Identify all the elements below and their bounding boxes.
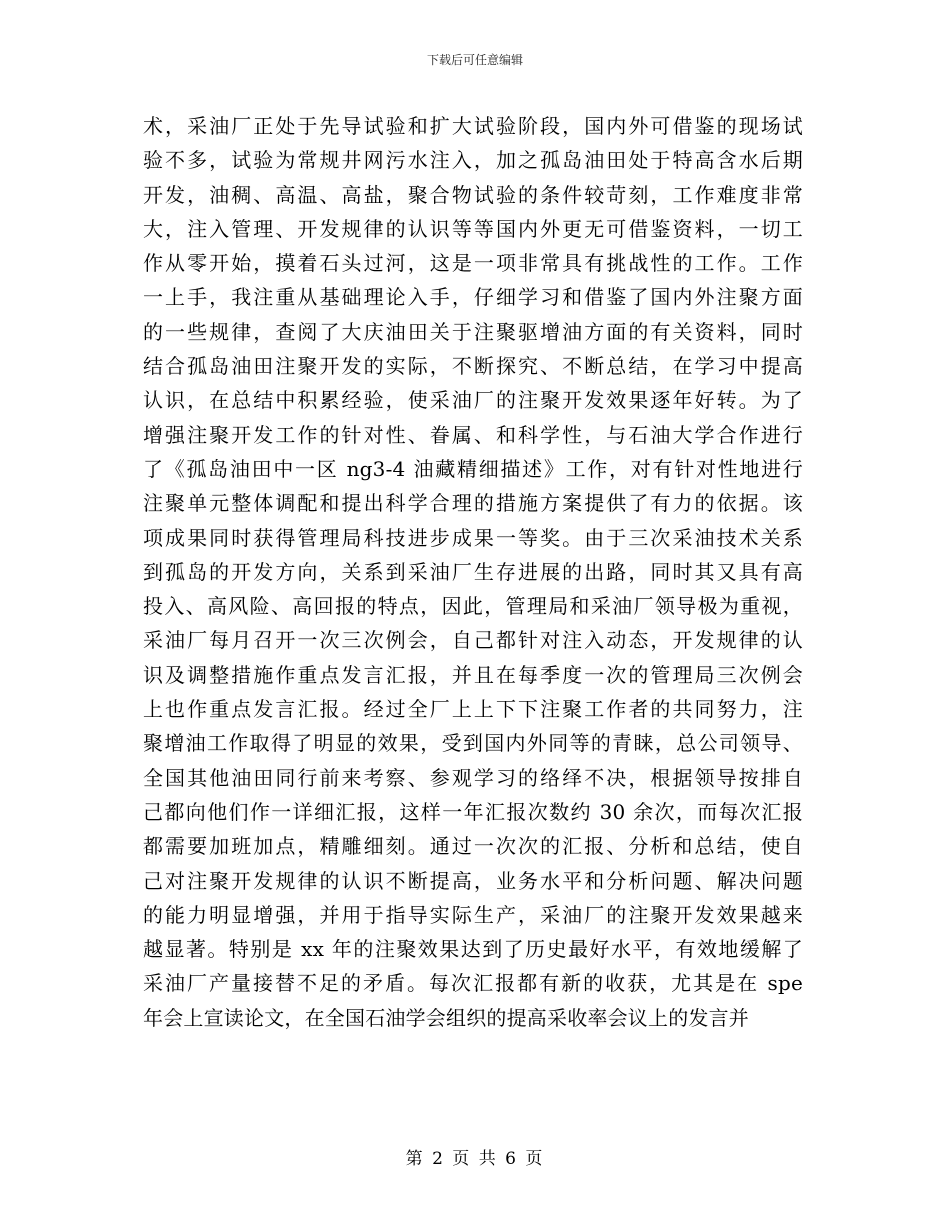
body-line: 作从零开始，摸着石头过河，这是一项非常具有挑战性的工作。工作 xyxy=(143,251,803,276)
body-line: 上也作重点发言汇报。经过全厂上上下下注聚工作者的共同努力，注 xyxy=(143,697,803,722)
page-header: 下载后可任意编辑 xyxy=(426,53,523,67)
body-line: 的能力明显增强，并用于指导实际生产，采油厂的注聚开发效果越来 xyxy=(143,902,803,927)
body-text xyxy=(143,109,803,1035)
body-line: 越显著。特别是 xx 年的注聚效果达到了历史最好水平，有效地缓解了 xyxy=(143,937,803,962)
body-line: 项成果同时获得管理局科技进步成果一等奖。由于三次采油技术关系 xyxy=(143,525,803,550)
body-line: 年会上宣读论文，在全国石油学会组织的提高采收率会议上的发言并 xyxy=(143,1005,749,1030)
body-line: 认识，在总结中积累经验，使采油厂的注聚开发效果逐年好转。为了 xyxy=(143,388,803,413)
body-line: 注聚单元整体调配和提出科学合理的措施方案提供了有力的依据。该 xyxy=(143,491,803,516)
body-line: 结合孤岛油田注聚开发的实际，不断探究、不断总结，在学习中提高 xyxy=(143,354,803,379)
body-line: 大，注入管理、开发规律的认识等等国内外更无可借鉴资料，一切工 xyxy=(143,216,803,241)
body-line: 了《孤岛油田中一区 ng3-4 油藏精细描述》工作，对有针对性地进行 xyxy=(143,456,803,481)
body-line: 全国其他油田同行前来考察、参观学习的络绎不决，根据领导按排自 xyxy=(143,765,803,790)
body-line: 己对注聚开发规律的认识不断提高，业务水平和分析问题、解决问题 xyxy=(143,868,803,893)
body-line: 术，采油厂正处于先导试验和扩大试验阶段，国内外可借鉴的现场试 xyxy=(143,114,803,138)
body-line: 己都向他们作一详细汇报，这样一年汇报次数约 30 余次，而每次汇报 xyxy=(143,799,803,824)
body-line: 采油厂每月召开一次三次例会，自己都针对注入动态，开发规律的认 xyxy=(143,628,803,653)
body-line: 增强注聚开发工作的针对性、眷属、和科学性，与石油大学合作进行 xyxy=(143,422,803,447)
body-line: 识及调整措施作重点发言汇报，并且在每季度一次的管理局三次例会 xyxy=(143,662,803,687)
body-line: 都需要加班加点，精雕细刻。通过一次次的汇报、分析和总结，使自 xyxy=(143,834,803,859)
body-line: 聚增油工作取得了明显的效果，受到国内外同等的青睐，总公司领导、 xyxy=(143,731,803,756)
body-line: 投入、高风险、高回报的特点，因此，管理局和采油厂领导极为重视， xyxy=(143,594,803,619)
body-line: 一上手，我注重从基础理论入手，仔细学习和借鉴了国内外注聚方面 xyxy=(143,285,803,310)
page-number: 第 2 页 共 6 页 xyxy=(405,1149,545,1169)
body-line: 开发，油稠、高温、高盐，聚合物试验的条件较苛刻，工作难度非常 xyxy=(143,182,803,207)
body-line: 采油厂产量接替不足的矛盾。每次汇报都有新的收获，尤其是在 spe xyxy=(143,971,803,996)
body-line: 的一些规律，查阅了大庆油田关于注聚驱增油方面的有关资料，同时 xyxy=(143,319,803,344)
body-line: 验不多，试验为常规井网污水注入，加之孤岛油田处于特高含水后期 xyxy=(143,148,803,173)
body-line: 到孤岛的开发方向，关系到采油厂生存进展的出路，同时其又具有高 xyxy=(143,559,803,584)
